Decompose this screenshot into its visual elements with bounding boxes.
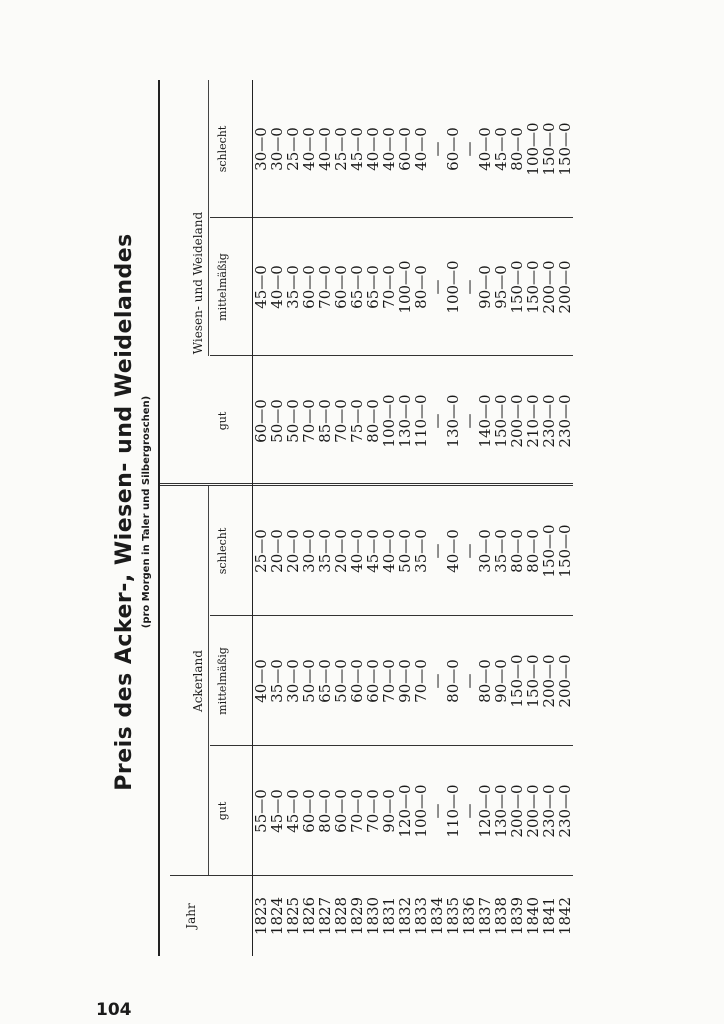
cell-acker-gut: 70—0 xyxy=(364,789,382,833)
cell-wiesen-mittel: — xyxy=(428,279,446,295)
cell-wiesen-mittel: 150—0 xyxy=(508,260,526,314)
cell-jahr: 1829 xyxy=(348,896,366,936)
cell-wiesen-mittel: 60—0 xyxy=(300,265,318,309)
table-title: Preis des Acker-, Wiesen- und Weidelandes xyxy=(112,233,137,791)
cell-acker-schlecht: 80—0 xyxy=(524,529,542,573)
cell-acker-mittel: 35—0 xyxy=(268,659,286,703)
cell-acker-schlecht: 20—0 xyxy=(268,529,286,573)
cell-wiesen-gut: 50—0 xyxy=(284,399,302,443)
table-row xyxy=(509,80,525,956)
cell-wiesen-schlecht: 150—0 xyxy=(540,122,558,176)
cell-wiesen-schlecht: 45—0 xyxy=(348,127,366,171)
cell-acker-gut: 45—0 xyxy=(268,789,286,833)
cell-wiesen-schlecht: 25—0 xyxy=(284,127,302,171)
cell-jahr: 1830 xyxy=(364,896,382,936)
cell-acker-mittel: 150—0 xyxy=(508,654,526,708)
table-row xyxy=(525,80,541,956)
cell-wiesen-mittel: 80—0 xyxy=(412,265,430,309)
cell-jahr: 1825 xyxy=(284,896,302,936)
table-row xyxy=(333,80,349,956)
divider-sub-4 xyxy=(210,483,252,486)
table-row xyxy=(285,80,301,956)
cell-jahr: 1841 xyxy=(540,896,558,936)
cell-jahr: 1837 xyxy=(476,896,494,936)
cell-wiesen-schlecht: 60—0 xyxy=(396,127,414,171)
cell-acker-schlecht: 80—0 xyxy=(508,529,526,573)
cell-jahr: 1831 xyxy=(380,896,398,936)
cell-wiesen-gut: 200—0 xyxy=(508,394,526,448)
table-row xyxy=(381,80,397,956)
cell-wiesen-mittel: 90—0 xyxy=(476,265,494,309)
price-table xyxy=(158,80,573,956)
cell-wiesen-mittel: 45—0 xyxy=(252,265,270,309)
table-row xyxy=(317,80,333,956)
cell-wiesen-mittel: — xyxy=(460,279,478,295)
header-acker-gut: gut xyxy=(216,801,229,821)
cell-acker-mittel: 200—0 xyxy=(540,654,558,708)
cell-jahr: 1842 xyxy=(556,896,574,936)
cell-acker-mittel: 40—0 xyxy=(252,659,270,703)
cell-wiesen-mittel: 40—0 xyxy=(268,265,286,309)
cell-jahr: 1836 xyxy=(460,896,478,936)
cell-jahr: 1826 xyxy=(300,896,318,936)
cell-acker-gut: 80—0 xyxy=(316,789,334,833)
cell-wiesen-mittel: 70—0 xyxy=(316,265,334,309)
cell-acker-schlecht: 150—0 xyxy=(540,524,558,578)
cell-wiesen-mittel: 35—0 xyxy=(284,265,302,309)
cell-wiesen-mittel: 70—0 xyxy=(380,265,398,309)
divider-sub-6 xyxy=(210,217,252,218)
cell-acker-mittel: 80—0 xyxy=(444,659,462,703)
cell-wiesen-gut: 50—0 xyxy=(268,399,286,443)
table-row xyxy=(493,80,509,956)
cell-acker-schlecht: 45—0 xyxy=(364,529,382,573)
cell-wiesen-mittel: 95—0 xyxy=(492,265,510,309)
cell-wiesen-mittel: 100—0 xyxy=(396,260,414,314)
cell-acker-gut: — xyxy=(460,803,478,819)
cell-wiesen-schlecht: 40—0 xyxy=(380,127,398,171)
cell-acker-mittel: 70—0 xyxy=(412,659,430,703)
cell-acker-schlecht: 35—0 xyxy=(316,529,334,573)
cell-jahr: 1840 xyxy=(524,896,542,936)
cell-wiesen-schlecht: 40—0 xyxy=(364,127,382,171)
cell-acker-mittel: — xyxy=(460,673,478,689)
table-row xyxy=(365,80,381,956)
cell-acker-gut: — xyxy=(428,803,446,819)
cell-wiesen-gut: 70—0 xyxy=(300,399,318,443)
cell-wiesen-gut: 150—0 xyxy=(492,394,510,448)
cell-acker-schlecht: 40—0 xyxy=(380,529,398,573)
cell-acker-gut: 90—0 xyxy=(380,789,398,833)
cell-wiesen-schlecht: 100—0 xyxy=(524,122,542,176)
cell-wiesen-gut: 60—0 xyxy=(252,399,270,443)
cell-wiesen-schlecht: 30—0 xyxy=(268,127,286,171)
underline-ackerland xyxy=(208,486,209,876)
cell-wiesen-schlecht: 40—0 xyxy=(316,127,334,171)
header-wiesen-gut: gut xyxy=(216,411,229,431)
cell-acker-mittel: — xyxy=(428,673,446,689)
cell-wiesen-schlecht: 60—0 xyxy=(444,127,462,171)
table-row xyxy=(253,80,269,956)
cell-acker-gut: 200—0 xyxy=(508,784,526,838)
cell-acker-schlecht: 20—0 xyxy=(284,529,302,573)
cell-wiesen-gut: 80—0 xyxy=(364,399,382,443)
cell-acker-schlecht: 30—0 xyxy=(300,529,318,573)
table-row xyxy=(477,80,493,956)
cell-acker-schlecht: 35—0 xyxy=(412,529,430,573)
cell-acker-schlecht: — xyxy=(460,543,478,559)
underline-wiesen xyxy=(208,80,209,356)
cell-wiesen-gut: — xyxy=(428,413,446,429)
cell-wiesen-schlecht: 80—0 xyxy=(508,127,526,171)
cell-wiesen-gut: 210—0 xyxy=(524,394,542,448)
cell-acker-schlecht: 25—0 xyxy=(252,529,270,573)
table-row xyxy=(397,80,413,956)
cell-acker-schlecht: 50—0 xyxy=(396,529,414,573)
cell-acker-schlecht: 35—0 xyxy=(492,529,510,573)
cell-jahr: 1834 xyxy=(428,896,446,936)
divider-sub-5 xyxy=(210,355,252,356)
cell-acker-mittel: 70—0 xyxy=(380,659,398,703)
table-body xyxy=(253,80,573,956)
header-wiesen-schlecht: schlecht xyxy=(216,125,229,173)
cell-wiesen-gut: 140—0 xyxy=(476,394,494,448)
cell-wiesen-schlecht: 45—0 xyxy=(492,127,510,171)
cell-wiesen-gut: 110—0 xyxy=(412,394,430,448)
divider-sub-1 xyxy=(210,875,252,876)
cell-acker-gut: 230—0 xyxy=(540,784,558,838)
cell-wiesen-gut: 100—0 xyxy=(380,394,398,448)
cell-acker-gut: 60—0 xyxy=(300,789,318,833)
table-row xyxy=(461,80,477,956)
cell-wiesen-schlecht: — xyxy=(460,141,478,157)
cell-wiesen-gut: 85—0 xyxy=(316,399,334,443)
table-row xyxy=(301,80,317,956)
table-row xyxy=(429,80,445,956)
cell-acker-gut: 120—0 xyxy=(476,784,494,838)
table-row xyxy=(349,80,365,956)
divider-sub-3 xyxy=(210,615,252,616)
cell-acker-schlecht: 40—0 xyxy=(444,529,462,573)
cell-jahr: 1832 xyxy=(396,896,414,936)
header-row-sub xyxy=(210,80,253,956)
header-row-groups xyxy=(158,80,210,956)
table-subtitle: (pro Morgen in Taler und Silbergroschen) xyxy=(141,395,152,629)
cell-wiesen-mittel: 100—0 xyxy=(444,260,462,314)
cell-acker-mittel: 50—0 xyxy=(332,659,350,703)
cell-acker-mittel: 90—0 xyxy=(492,659,510,703)
cell-acker-gut: 230—0 xyxy=(556,784,574,838)
cell-acker-mittel: 50—0 xyxy=(300,659,318,703)
cell-wiesen-schlecht: 40—0 xyxy=(300,127,318,171)
cell-wiesen-gut: 230—0 xyxy=(540,394,558,448)
divider-double xyxy=(160,483,210,486)
page-number: 104 xyxy=(96,1000,132,1020)
table-row xyxy=(269,80,285,956)
cell-wiesen-mittel: 200—0 xyxy=(540,260,558,314)
cell-acker-gut: 110—0 xyxy=(444,784,462,838)
cell-jahr: 1823 xyxy=(252,896,270,936)
cell-wiesen-gut: — xyxy=(460,413,478,429)
cell-acker-gut: 45—0 xyxy=(284,789,302,833)
cell-wiesen-gut: 130—0 xyxy=(444,394,462,448)
table-row xyxy=(541,80,557,956)
cell-acker-gut: 120—0 xyxy=(396,784,414,838)
header-acker-mittelmaessig: mittelmäßig xyxy=(216,647,229,715)
table-row xyxy=(413,80,429,956)
cell-wiesen-mittel: 200—0 xyxy=(556,260,574,314)
header-wiesen-mittelmaessig: mittelmäßig xyxy=(216,253,229,321)
cell-acker-gut: 55—0 xyxy=(252,789,270,833)
cell-wiesen-gut: 230—0 xyxy=(556,394,574,448)
cell-jahr: 1828 xyxy=(332,896,350,936)
cell-wiesen-mittel: 65—0 xyxy=(364,265,382,309)
cell-acker-mittel: 150—0 xyxy=(524,654,542,708)
cell-jahr: 1838 xyxy=(492,896,510,936)
cell-wiesen-schlecht: 40—0 xyxy=(476,127,494,171)
cell-acker-schlecht: 40—0 xyxy=(348,529,366,573)
cell-wiesen-mittel: 150—0 xyxy=(524,260,542,314)
cell-acker-mittel: 60—0 xyxy=(348,659,366,703)
cell-wiesen-mittel: 65—0 xyxy=(348,265,366,309)
cell-acker-schlecht: 20—0 xyxy=(332,529,350,573)
divider-sub-2 xyxy=(210,745,252,746)
cell-acker-mittel: 80—0 xyxy=(476,659,494,703)
cell-wiesen-gut: 75—0 xyxy=(348,399,366,443)
cell-wiesen-mittel: 60—0 xyxy=(332,265,350,309)
cell-wiesen-schlecht: 25—0 xyxy=(332,127,350,171)
cell-jahr: 1839 xyxy=(508,896,526,936)
cell-acker-gut: 130—0 xyxy=(492,784,510,838)
cell-acker-schlecht: 150—0 xyxy=(556,524,574,578)
table-row xyxy=(557,80,573,956)
header-acker-schlecht: schlecht xyxy=(216,527,229,575)
cell-acker-schlecht: — xyxy=(428,543,446,559)
cell-wiesen-gut: 130—0 xyxy=(396,394,414,448)
cell-jahr: 1824 xyxy=(268,896,286,936)
cell-wiesen-schlecht: 150—0 xyxy=(556,122,574,176)
cell-wiesen-schlecht: 40—0 xyxy=(412,127,430,171)
cell-wiesen-schlecht: 30—0 xyxy=(252,127,270,171)
cell-acker-gut: 70—0 xyxy=(348,789,366,833)
cell-acker-mittel: 60—0 xyxy=(364,659,382,703)
cell-wiesen-gut: 70—0 xyxy=(332,399,350,443)
header-jahr: Jahr xyxy=(184,903,198,929)
cell-jahr: 1827 xyxy=(316,896,334,936)
divider-jahr xyxy=(170,875,210,876)
cell-acker-mittel: 200—0 xyxy=(556,654,574,708)
cell-acker-mittel: 65—0 xyxy=(316,659,334,703)
cell-acker-mittel: 90—0 xyxy=(396,659,414,703)
cell-acker-gut: 200—0 xyxy=(524,784,542,838)
cell-jahr: 1833 xyxy=(412,896,430,936)
cell-acker-gut: 100—0 xyxy=(412,784,430,838)
cell-acker-gut: 60—0 xyxy=(332,789,350,833)
cell-acker-mittel: 30—0 xyxy=(284,659,302,703)
cell-jahr: 1835 xyxy=(444,896,462,936)
header-wiesen-weideland: Wiesen- und Weideland xyxy=(191,211,205,355)
cell-wiesen-schlecht: — xyxy=(428,141,446,157)
header-ackerland: Ackerland xyxy=(191,650,205,712)
cell-acker-schlecht: 30—0 xyxy=(476,529,494,573)
table-row xyxy=(445,80,461,956)
